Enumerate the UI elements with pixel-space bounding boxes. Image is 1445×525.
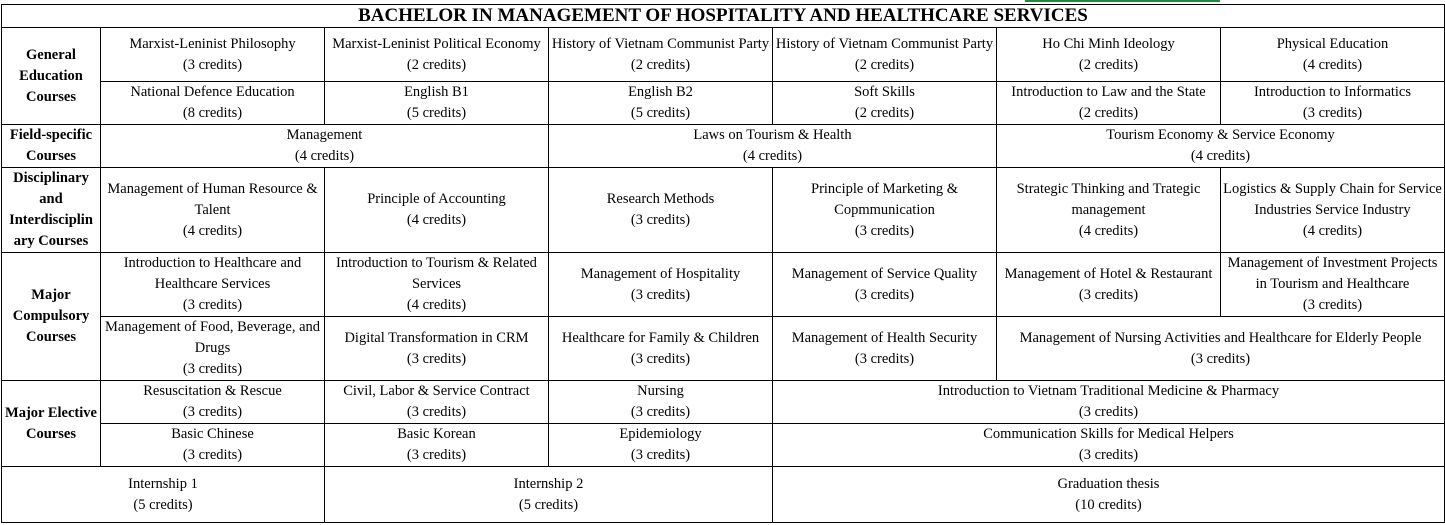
course-cell (325, 467, 773, 523)
category-major-elective: Major Elective Courses (2, 381, 101, 467)
course-credits: (3 credits) (1078, 447, 1139, 463)
course-credits: (2 credits) (854, 105, 915, 121)
course-name: Internship 2 (513, 475, 584, 492)
course-name: Internship 1 (128, 475, 198, 492)
course-cell (1221, 253, 1445, 317)
course-cell (101, 424, 325, 467)
course-cell (549, 424, 773, 467)
course-name: National Defence Education (130, 84, 295, 100)
course-cell (997, 125, 1445, 168)
course-cell (549, 82, 773, 125)
category-major-compulsory: Major Compulsory Courses (2, 253, 101, 381)
course-cell (325, 82, 549, 125)
curriculum-table (1, 4, 1445, 523)
course-name: English B2 (628, 84, 693, 100)
course-credits: (3 credits) (406, 447, 467, 463)
course-name: Soft Skills (854, 84, 915, 100)
course-name: Communication Skills for Medical Helpers (983, 426, 1234, 442)
course-name: Basic Korean (397, 426, 476, 442)
course-name: Introduction to Vietnam Traditional Medicine & Pharmacy (937, 383, 1280, 399)
course-credits: (3 credits) (1078, 404, 1139, 420)
course-cell (101, 317, 325, 381)
course-cell (549, 253, 773, 317)
course-credits: (3 credits) (854, 286, 915, 303)
course-name: Resuscitation & Rescue (143, 383, 282, 399)
course-credits: (3 credits) (1190, 350, 1251, 367)
course-credits: (3 credits) (630, 404, 691, 420)
course-cell (101, 253, 325, 317)
course-name: Principle of Marketing & Copmmunication (811, 180, 958, 218)
course-cell (773, 253, 997, 317)
course-credits: (5 credits) (630, 105, 691, 121)
course-cell (101, 82, 325, 125)
course-name: Graduation thesis (1057, 475, 1160, 492)
course-name: Strategic Thinking and Trategic management (1016, 180, 1201, 218)
course-cell (325, 424, 549, 467)
course-cell (773, 467, 1445, 523)
course-credits: (2 credits) (854, 56, 915, 73)
course-name: Management of Health Security (791, 329, 978, 346)
course-credits: (2 credits) (1078, 56, 1139, 73)
course-name: Introduction to Healthcare and Healthcare Services (123, 255, 302, 292)
course-credits: (4 credits) (406, 297, 467, 313)
course-credits: (3 credits) (182, 404, 243, 420)
course-name: History of Vietnam Communist Party (775, 35, 994, 52)
course-cell (997, 28, 1221, 82)
course-name: Introduction to Tourism & Related Services (336, 255, 537, 292)
course-credits: (2 credits) (1078, 105, 1139, 121)
course-credits: (10 credits) (1075, 496, 1142, 513)
course-cell (325, 317, 549, 381)
course-cell (773, 28, 997, 82)
category-disciplinary: Disciplinary and Interdisciplin ary Courses (2, 168, 101, 253)
course-credits: (4 credits) (406, 212, 467, 228)
course-name: Management (286, 127, 363, 143)
course-name: Management of Food, Beverage, and Drugs (104, 319, 320, 356)
category-general-education: General Education Courses (2, 28, 101, 125)
course-cell (1221, 168, 1445, 253)
course-cell (1221, 28, 1445, 82)
category-field-specific: Field-specific Courses (2, 125, 101, 168)
course-name: Digital Transformation in CRM (344, 329, 529, 346)
course-cell (549, 28, 773, 82)
course-credits: (3 credits) (1302, 105, 1363, 121)
course-credits: (3 credits) (1078, 286, 1139, 303)
course-name: Management of Service Quality (791, 265, 978, 282)
course-cell (997, 82, 1221, 125)
course-cell (773, 317, 997, 381)
course-cell (101, 381, 325, 424)
course-cell (325, 28, 549, 82)
course-credits: (4 credits) (294, 148, 355, 164)
course-name: Management of Human Resource & Talent (107, 180, 318, 218)
course-name: Laws on Tourism & Health (693, 127, 852, 143)
course-name: Basic Chinese (171, 426, 254, 442)
page-title: BACHELOR IN MANAGEMENT OF HOSPITALITY AND HEALTHCARE SERVICES (2, 5, 1445, 28)
course-cell (549, 125, 997, 168)
course-name: Marxist-Leninist Political Economy (332, 35, 541, 52)
course-credits: (3 credits) (854, 350, 915, 367)
course-name: Research Methods (606, 191, 715, 207)
course-cell (101, 125, 549, 168)
course-credits: (5 credits) (406, 105, 467, 121)
course-cell (773, 82, 997, 125)
course-credits: (2 credits) (406, 56, 467, 73)
course-name: Management of Hospitality (580, 265, 741, 282)
course-name: Epidemiology (619, 426, 702, 442)
course-name: Management of Hotel & Restaurant (1004, 265, 1213, 282)
course-credits: (4 credits) (182, 222, 243, 239)
course-cell (2, 467, 325, 523)
course-cell (325, 253, 549, 317)
course-credits: (3 credits) (406, 350, 467, 367)
course-cell (773, 168, 997, 253)
course-cell (101, 28, 325, 82)
course-cell (101, 168, 325, 253)
course-cell (549, 381, 773, 424)
course-credits: (4 credits) (742, 148, 803, 164)
course-credits: (3 credits) (182, 56, 243, 73)
course-cell (1221, 82, 1445, 125)
course-credits: (3 credits) (182, 361, 243, 377)
course-credits: (3 credits) (630, 212, 691, 228)
course-credits: (4 credits) (1302, 56, 1363, 73)
course-credits: (4 credits) (1078, 222, 1139, 239)
course-name: Tourism Economy & Service Economy (1106, 127, 1335, 143)
course-name: Healthcare for Family & Children (561, 329, 760, 346)
course-name: Management of Investment Projects in Tourism and Healthcare (1227, 255, 1438, 292)
course-name: Management of Nursing Activities and Healthcare for Elderly People (1019, 329, 1422, 346)
course-cell (549, 168, 773, 253)
top-accent-line (1025, 0, 1220, 2)
course-credits: (8 credits) (182, 105, 243, 121)
course-credits: (3 credits) (630, 350, 691, 367)
course-cell (549, 317, 773, 381)
course-name: Introduction to Informatics (1253, 84, 1412, 100)
course-credits: (2 credits) (630, 56, 691, 73)
course-cell (325, 168, 549, 253)
course-credits: (4 credits) (1190, 148, 1251, 164)
course-name: Logistics & Supply Chain for Service Industries Service Industry (1223, 180, 1442, 218)
course-credits: (3 credits) (1302, 297, 1363, 313)
course-name: History of Vietnam Communist Party (551, 35, 770, 52)
course-credits: (3 credits) (406, 404, 467, 420)
course-credits: (3 credits) (182, 297, 243, 313)
course-credits: (5 credits) (133, 496, 193, 513)
course-credits: (4 credits) (1302, 222, 1363, 239)
course-name: Marxist-Leninist Philosophy (129, 35, 296, 52)
course-name: English B1 (404, 84, 469, 100)
course-credits: (3 credits) (854, 222, 915, 239)
course-credits: (5 credits) (518, 496, 579, 513)
course-name: Nursing (637, 383, 684, 399)
course-credits: (3 credits) (630, 447, 691, 463)
course-cell (997, 317, 1445, 381)
course-name: Ho Chi Minh Ideology (1042, 35, 1175, 52)
course-cell (997, 168, 1221, 253)
course-cell (773, 381, 1445, 424)
course-name: Physical Education (1276, 35, 1389, 52)
course-cell (773, 424, 1445, 467)
course-name: Introduction to Law and the State (1011, 84, 1206, 100)
course-cell (997, 253, 1221, 317)
course-credits: (3 credits) (182, 447, 243, 463)
course-name: Principle of Accounting (367, 191, 506, 207)
course-credits: (3 credits) (630, 286, 691, 303)
course-cell (325, 381, 549, 424)
course-name: Civil, Labor & Service Contract (343, 383, 530, 399)
